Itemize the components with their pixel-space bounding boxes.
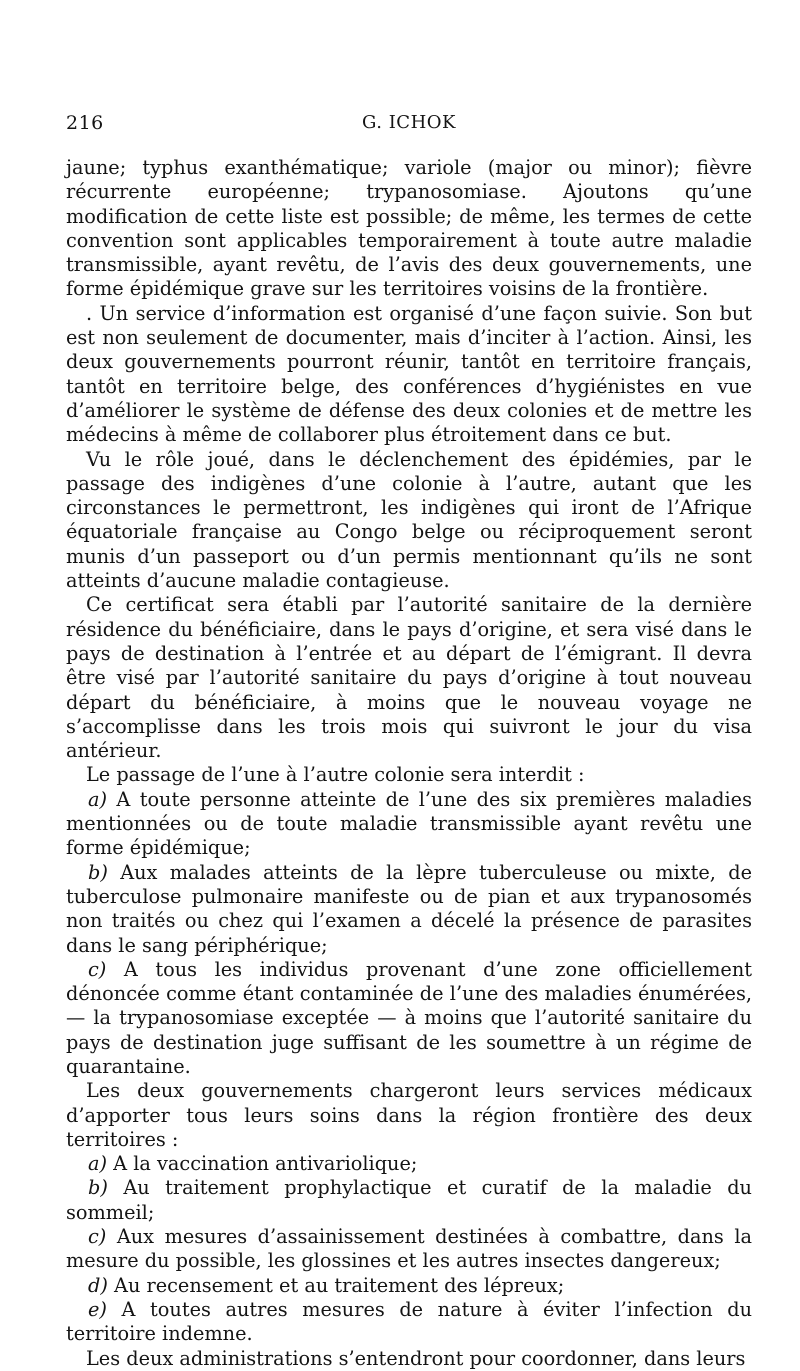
list-item-marker: b) xyxy=(88,1176,108,1200)
paragraph-text: . Un service d’information est organisé d’une façon suivie. Son but est non seulement de documenter, mais d’inciter à l’action. Ainsi, les deux gouvernements pourront réunir, tantôt en territoire français, tantôt en territoire belge, des conférences d’hygiénistes en vue d’améliorer le système de défense des deux colonies et de mettre les médecins à même de collaborer plus étroitement dans ce but. xyxy=(66,301,752,447)
paragraph-administrations xyxy=(66,1347,752,1371)
paragraph-text: Le passage de l’une à l’autre colonie sera interdit : xyxy=(86,763,585,787)
list-item xyxy=(66,1225,752,1274)
list-item-marker: a) xyxy=(88,787,108,811)
body-text xyxy=(66,156,752,1371)
list-item-text: A toutes autres mesures de nature à éviter l’infection du territoire indemne. xyxy=(66,1297,752,1346)
page-number: 216 xyxy=(66,112,104,134)
list-item xyxy=(66,1274,752,1298)
list-item-marker: c) xyxy=(88,1225,107,1249)
paragraph-disease-list-end xyxy=(66,156,752,302)
paragraph-passport-requirement xyxy=(66,448,752,594)
paragraph-text: Les deux gouvernements chargeront leurs services médicaux d’apporter tous leurs soins dans la région frontière des deux territoires : xyxy=(66,1079,752,1151)
paragraph-medical-services xyxy=(66,1079,752,1152)
list-item-text: Aux mesures d’assainissement destinées à combattre, dans la mesure du possible, les glossines et les autres insectes dangereux; xyxy=(66,1225,752,1273)
list-item-text: A tous les individus provenant d’une zone officiellement dénoncée comme étant contaminée de l’une des maladies énumérées, — la trypanosomiase exceptée — à moins que l’autorité sanitaire du pays de destination juge suffisant de les soumettre à un régime de quarantaine. xyxy=(66,957,752,1078)
list-item-text: Au traitement prophylactique et curatif de la maladie du sommeil; xyxy=(66,1176,752,1224)
list-item xyxy=(66,1298,752,1347)
list-item-text: Aux malades atteints de la lèpre tuberculeuse ou mixte, de tuberculose pulmonaire manifeste ou de pian et aux trypanosomés non traités ou chez qui l’examen a décelé la présence de parasites dans le sang périphérique; xyxy=(66,860,752,957)
list-item xyxy=(66,1176,752,1225)
list-item-text: Au recensement et au traitement des lépreux; xyxy=(114,1273,565,1297)
list-item-text: A la vaccination antivariolique; xyxy=(113,1152,418,1176)
list-item xyxy=(66,788,752,861)
list-item-text: A toute personne atteinte de l’une des six premières maladies mentionnées ou de toute maladie transmissible ayant revêtu une forme épidémique; xyxy=(66,787,752,860)
list-item-marker: a) xyxy=(88,1152,108,1176)
list-item xyxy=(66,958,752,1079)
list-item-marker: e) xyxy=(88,1297,107,1321)
paragraph-information-service xyxy=(66,302,752,448)
paragraph-certificate xyxy=(66,593,752,763)
list-item xyxy=(66,1152,752,1176)
paragraph-text: Vu le rôle joué, dans le déclenchement des épidémies, par le passage des indigènes d’une colonie à l’autre, autant que les circonstances le permettront, les indigènes qui iront de l’Afrique équatoriale française au Congo belge ou réciproquement seront munis d’un passeport ou d’un permis mentionnant qu’ils ne sont atteints d’aucune maladie contagieuse. xyxy=(66,447,752,593)
list-item-marker: b) xyxy=(88,860,108,884)
running-head-author: G. ICHOK xyxy=(362,112,456,133)
paragraph-text: Ce certificat sera établi par l’autorité sanitaire de la dernière résidence du bénéficiaire, dans le pays d’origine, et sera visé dans le pays de destination à l’entrée et au départ de l’émigrant. Il devra être visé par l’autorité sanitaire du pays d’origine à tout nouveau départ du bénéficiaire, à moins que le nouveau voyage ne s’accomplisse dans les trois mois qui suivront le jour du visa antérieur. xyxy=(66,593,752,763)
paragraph-text: jaune; typhus exanthématique; variole (major ou minor); fièvre récurrente européenne; trypanosomiase. Ajoutons qu’une modification de cette liste est possible; de même, les termes de cette convention sont applicables temporairement à toute autre maladie transmissible, ayant revêtu, de l’avis des deux gouvernements, une forme épidémique grave sur les territoires voisins de la frontière. xyxy=(66,156,752,301)
list-item xyxy=(66,861,752,958)
list-item-marker: d) xyxy=(88,1273,108,1297)
paragraph-passage-forbidden xyxy=(66,763,752,787)
running-head xyxy=(66,112,752,142)
paragraph-text: Les deux administrations s’entendront pour coordonner, dans leurs xyxy=(86,1346,746,1370)
list-item-marker: c) xyxy=(88,957,107,981)
